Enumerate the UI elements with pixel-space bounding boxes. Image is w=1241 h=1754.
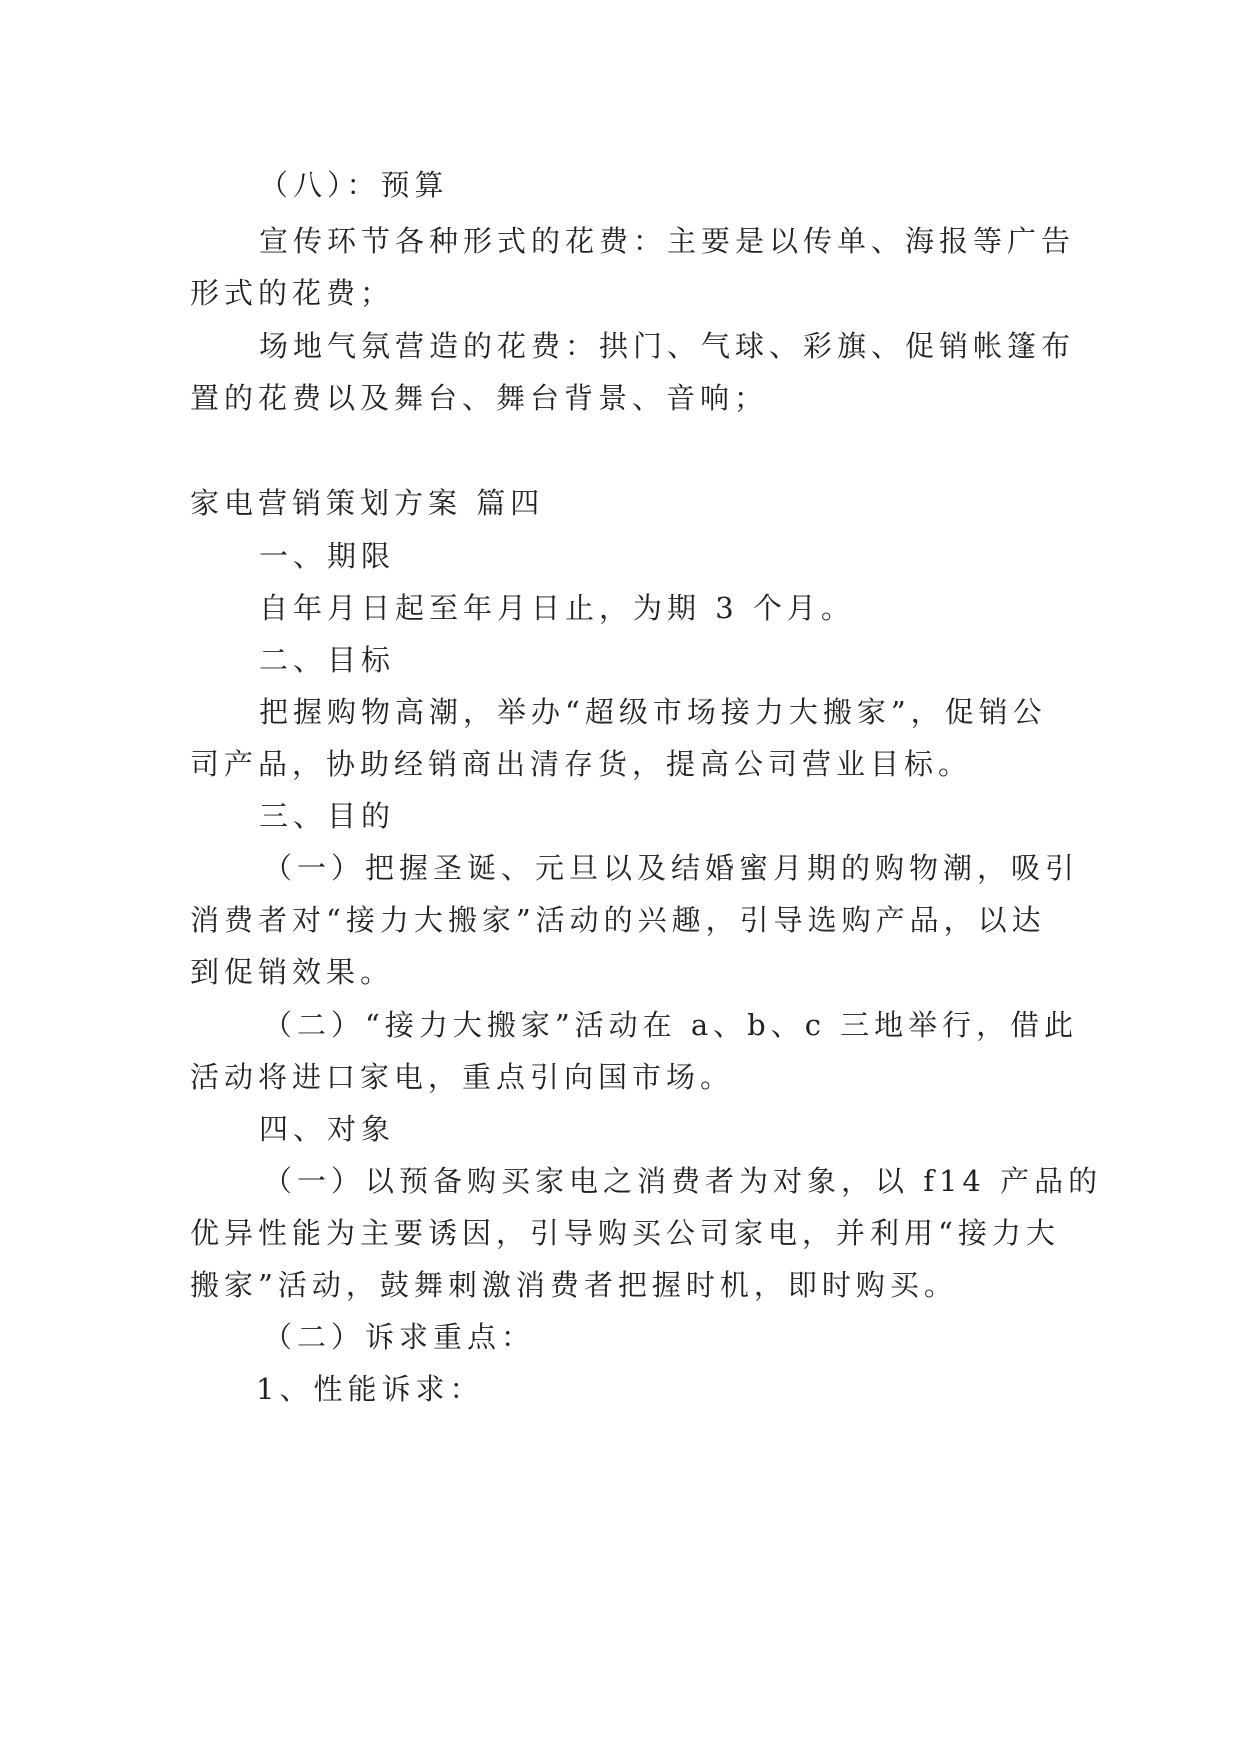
paragraph-line: 自年月日起至年月日止，为期 3 个月。 (259, 591, 855, 625)
paragraph-line: 优异性能为主要诱因，引导购买公司家电，并利用“接力大 (190, 1216, 1060, 1250)
paragraph-line: （一）以预备购买家电之消费者为对象，以 f14 产品的 (263, 1164, 1103, 1198)
section-heading: 二、目标 (259, 643, 396, 677)
paragraph-line: 形式的花费； (190, 276, 395, 310)
paragraph-line: 搬家”活动，鼓舞刺激消费者把握时机，即时购买。 (190, 1268, 958, 1302)
paragraph-line: （二）诉求重点： (263, 1320, 536, 1354)
paragraph-line: 到促销效果。 (190, 955, 395, 989)
section-heading: 三、目的 (259, 799, 396, 833)
paragraph-line: 活动将进口家电，重点引向国市场。 (190, 1060, 735, 1094)
section-heading: 一、期限 (259, 539, 396, 573)
paragraph-line: （一）把握圣诞、元旦以及结婚蜜月期的购物潮，吸引 (263, 851, 1080, 885)
paragraph-line: 消费者对“接力大搬家”活动的兴趣，引导选购产品，以达 (190, 903, 1046, 937)
paragraph-line: 1、性能诉求： (256, 1372, 484, 1406)
paragraph-line: 场地气氛营造的花费：拱门、气球、彩旗、促销帐篷布 (259, 329, 1076, 363)
paragraph-line: 置的花费以及舞台、舞台背景、音响； (190, 381, 769, 415)
paragraph-line: （二）“接力大搬家”活动在 a、b、c 三地举行，借此 (263, 1008, 1079, 1042)
paragraph-line: 司产品，协助经销商出清存货，提高公司营业目标。 (190, 747, 973, 781)
paragraph-line: 宣传环节各种形式的花费：主要是以传单、海报等广告 (259, 224, 1076, 258)
paragraph-line: 把握购物高潮，举办“超级市场接力大搬家”，促销公 (259, 695, 1047, 729)
article-title: 家电营销策划方案 篇四 (190, 486, 545, 520)
section-heading-budget: （八）：预算 (259, 168, 449, 202)
section-heading: 四、对象 (259, 1112, 396, 1146)
